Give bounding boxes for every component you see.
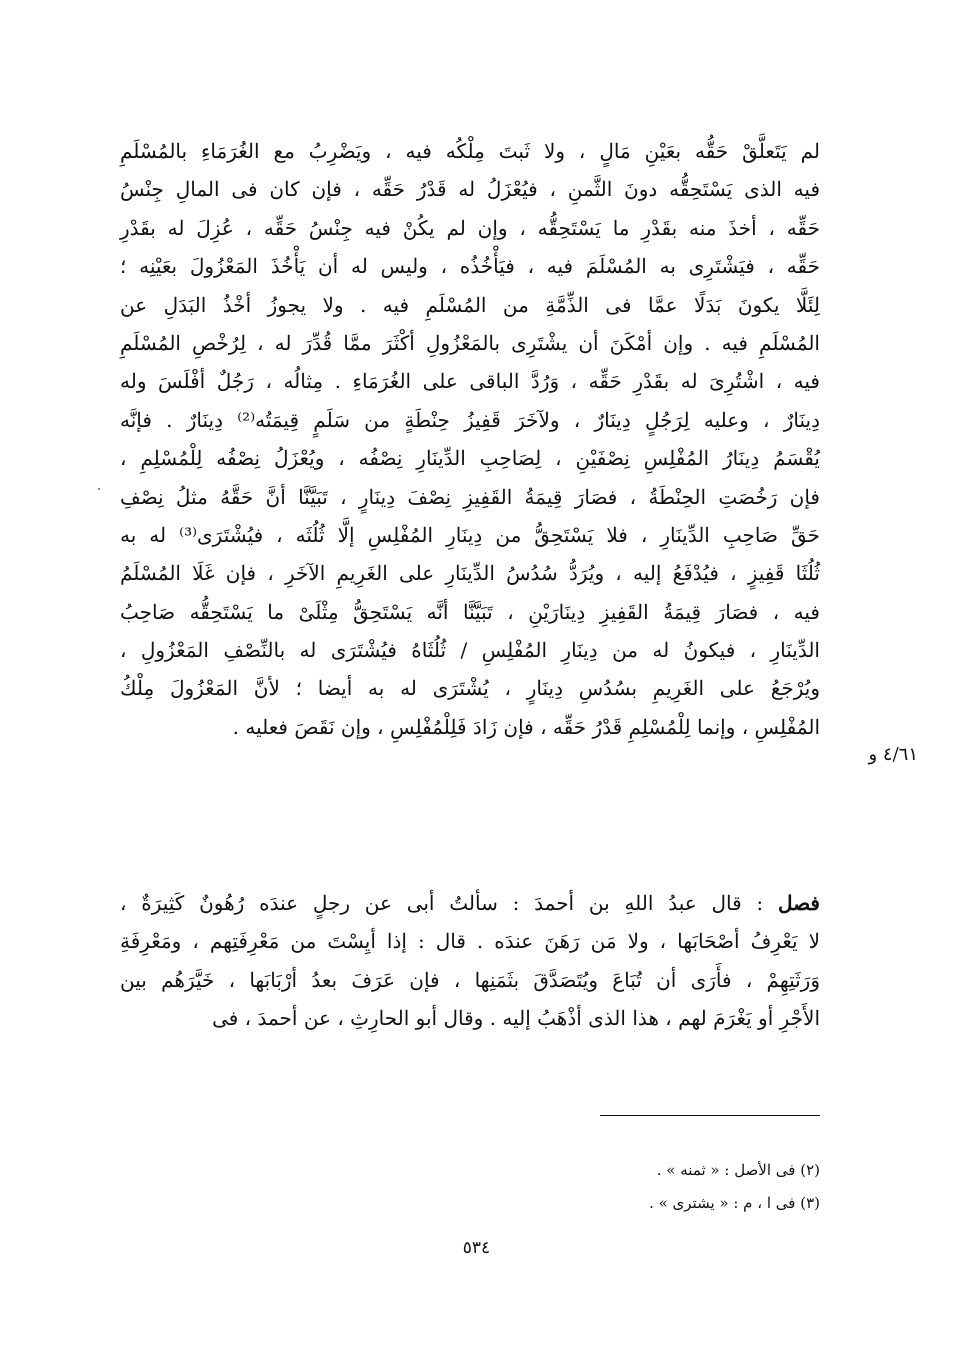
- footnote-2: (٢) فى الأصل : « ثمنه » .: [656, 1161, 820, 1179]
- text-line: لم يَتَعلَّقْ حَقُّه بعَيْنِ مَالٍ ، ولا ثَبتَ مِلْكُه فيه ، ويَضْرِبُ مع الغُرَمَاءِ بالمُسْلَمِ: [120, 139, 820, 163]
- text-line: فيه ، اشْتُرِىَ له بقَدْرِ حَقِّه ، وَرُدَّ الباقى على الغُرَمَاءِ . مِثالُه ، رَجُلٌ أفْلَسَ وله: [120, 369, 820, 394]
- text-line: المُسْلَمِ فيه . وإن أمْكَنَ أن يشْتَرِى بالمَعْزُولِ أكْثَرَ ممَّا قُدِّرَ له ، لِرُخْصِ المُسْلَمِ: [120, 330, 820, 355]
- main-text-block: [120, 132, 820, 746]
- text-line: فإن رَخُصَتِ الحِنْطَةُ ، فصَارَ قِيمَةُ القَفِيزِ نِصْفَ دِينَارٍ ، تَبَيَّنَّا أنَّ حَقَّهُ مثلُ نِصْفِ: [120, 484, 820, 509]
- section-first-line-text: : قال عبدُ اللهِ بن أحمدَ : سألتُ أبى عن رجلٍ عندَه رُهُونٌ كَثِيرَةٌ ،: [120, 891, 764, 915]
- footnote-3: (٣) فى ا ، م : « يشترى » .: [649, 1194, 820, 1212]
- text-line: يُقْسَمُ دِينَارُ المُفْلِسِ نِصْفَيْنِ ، لِصَاحِبِ الدِّينَارِ نِصْفُه ، ويُعْزَلُ نِصْفُه لِلْمُسْلِمِ ،: [120, 446, 820, 471]
- text-line: حَقِّه ، أخذَ منه بقَدْرِ ما يَسْتَحِقُّه ، وإن لم يكُنْ فيه جِنْسُ حَقِّه ، عُزِلَ له بقَدْرِ: [120, 215, 820, 240]
- footnote-divider: [600, 1115, 820, 1116]
- text-line: حَقِّ صَاحِبِ الدِّينَارِ ، فلا يَسْتَحِقُّ من دِينَارِ المُفْلِسِ إلَّا ثُلُثَه ، فيُشْتَرَى⁽³⁾ له به: [120, 522, 821, 547]
- text-line: ثُلُثَا قَفِيزٍ ، فيُدْفَعُ إليه ، ويُرَدُّ سُدُسُ الدِّينَارِ على الغَرِيمِ الآخَرِ ، فإن غَلَا المُسْلَمُ: [120, 561, 820, 586]
- manuscript-folio-marker: ٤/٦١ و: [868, 744, 918, 765]
- section-line: الأَجْرِ أو يَغْرَمَ لهم ، هذا الذى أذْهَبُ إليه . وقال أبو الحارِثِ ، عن أحمدَ ، فى: [212, 1006, 820, 1031]
- text-line: لِئَلَّا يكونَ بَدَلًا عمَّا فى الذِّمَّةِ من المُسْلَمِ فيه . ولا يجوزُ أخْذُ البَدَلِ عن: [120, 292, 820, 317]
- text-line: دِينَارٌ ، وعليه لِرَجُلٍ دِينَارٌ ، ولآخَرَ قَفِيزُ حِنْطَةٍ من سَلَمٍ قِيمَتُه⁽²⁾ دِينَارٌ . فإنَّه: [120, 407, 820, 432]
- section-heading: فصل: [777, 891, 820, 915]
- page-number: ٥٣٤: [462, 1238, 491, 1258]
- text-line: المُفْلِسِ ، وإنما لِلْمُسْلِمِ قَدْرُ حَقِّه ، فإن زَادَ فَلِلْمُفْلِسِ ، وإن نَقَصَ فعليه .: [232, 714, 820, 739]
- section-first-line: [120, 884, 820, 922]
- section-line: لا يَعْرِفُ أصْحَابَها ، ولا مَن رَهَنَ عندَه . قال : إذا أيِسْتَ من مَعْرِفَتِهم ، ومَعْرِفَةِ: [120, 929, 820, 954]
- text-line: حَقِّه ، فيَشْتَرِى به المُسْلَمَ فيه ، فيَأْخُذُه ، وليس له أن يَأْخُذَ المَعْزُولَ بعَيْنِه ؛: [120, 254, 820, 279]
- footnotes: [420, 1154, 820, 1220]
- text-line: فيه ، فصَارَ قِيمَةُ القَفِيزِ دِينَارَيْنِ ، تَبَيَّنَّا أنَّه يَسْتَحِقُّ مِثْلَىْ ما يَسْتَحِقُّه صَاحِبُ: [120, 599, 820, 624]
- section-line: وَرَثَتِهِمْ ، فأَرَى أن تُبَاعَ ويُتَصَدَّقَ بثَمَنِها ، فإن عَرَفَ بعدُ أرْبَابَها ، خَيَّرَهُم بين: [120, 967, 820, 992]
- text-line: الدِّينَارِ ، فيكونُ له من دِينَارِ المُفْلِسِ / ثُلُثَاهُ فيُشْتَرَى له بالنِّصْفِ المَعْزُولِ ،: [120, 638, 820, 663]
- text-line: ويُرْجَعُ على الغَرِيمِ بسُدُسِ دِينَارٍ ، يُشْتَرَى له به أيضا ؛ لأنَّ المَعْزُولَ مِلْكُ: [120, 676, 820, 701]
- section-block: [120, 884, 820, 1038]
- text-line: فيه الذى يَسْتَحِقُّه دونَ الثَّمنِ ، فيُعْزَلُ له قَدْرُ حَقِّه ، فإن كان فى المالِ جِنْسُ: [120, 177, 820, 202]
- scan-speck: [98, 488, 100, 490]
